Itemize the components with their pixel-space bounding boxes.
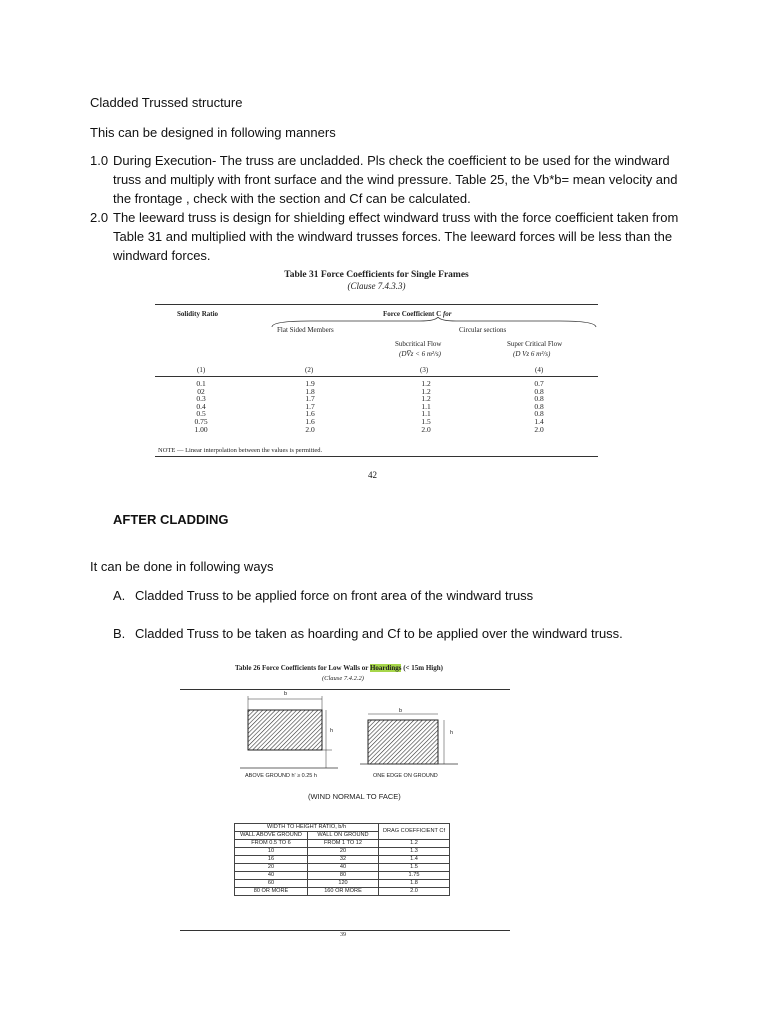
- head-ratio: WIDTH TO HEIGHT RATIO, b/h: [235, 824, 379, 832]
- option-text: Cladded Truss to be taken as hoarding and Cf to be applied over the windward truss.: [135, 626, 623, 641]
- label-above-ground: ABOVE GROUND h' ≥ 0.25 h: [245, 773, 317, 779]
- subcritical-values: 1.2 1.2 1.2 1.1 1.1 1.5 2.0: [421, 379, 431, 434]
- option-letter: B.: [113, 626, 126, 641]
- solidity-values: 0.1 02 0.3 0.4 0.5 0.75 1.00: [194, 379, 208, 434]
- head-on-ground: WALL ON GROUND: [308, 832, 379, 840]
- header-solidity: Solidity Ratio: [177, 310, 219, 318]
- option-b: [113, 624, 623, 643]
- option-text: Cladded Truss to be applied force on front area of the windward truss: [135, 588, 534, 603]
- col-num-3: (3): [420, 366, 429, 374]
- table-31: [155, 270, 598, 460]
- option-a: [113, 586, 534, 605]
- table-row: 20 40 1.5: [235, 864, 450, 872]
- col-num-1: (1): [197, 366, 206, 374]
- col-num-2: (2): [305, 366, 314, 374]
- header-subcritical: Subcritical Flow: [395, 340, 442, 348]
- table-row: FROM 0.5 TO 6 FROM 1 TO 12 1.2: [235, 840, 450, 848]
- head-above-ground: WALL ABOVE GROUND: [235, 832, 308, 840]
- header-supercritical: Super Critical Flow: [507, 340, 563, 348]
- table-row: 60 120 1.8: [235, 880, 450, 888]
- col-num-4: (4): [535, 366, 544, 374]
- section-title: Cladded Trussed structure: [90, 95, 243, 110]
- list-text: During Execution- The truss are uncladded. Pls check the coefficient to be used for the windward truss and multiply with front surface and the wind pressure. Table 25, the Vb*b= mean velocity and the frontage , check with the section and Cf can be calculated.: [113, 153, 678, 206]
- list-item-2: [90, 208, 690, 265]
- list-item-1: [90, 151, 690, 208]
- dimension-h-right: h: [450, 730, 454, 736]
- table-31-note: NOTE — Linear interpolation between the values is permitted.: [158, 447, 323, 454]
- hoarding-diagrams: [240, 690, 480, 780]
- table-26-caption: Table 26 Force Coefficients for Low Walls or Hoardings (< 15m High): [235, 664, 443, 672]
- header-supercritical-condition: (D Vz 6 m²/s): [513, 350, 551, 358]
- flat-sided-values: 1.9 1.8 1.7 1.7 1.6 1.6 2.0: [305, 379, 315, 434]
- supercritical-values: 0.7 0.8 0.8 0.8 0.8 1.4 2.0: [534, 379, 544, 434]
- intro-lead: This can be designed in following manners: [90, 125, 336, 140]
- header-circular: Circular sections: [459, 326, 507, 334]
- list-text: The leeward truss is design for shielding effect windward truss with the force coefficient taken from Table 31 and multiplied with the windward trusses forces. The leeward forces will be less than the windward forces.: [113, 210, 679, 263]
- highlight-hoardings: Hoardings: [369, 664, 402, 672]
- drag-coefficient-table: [234, 823, 450, 896]
- table-row: 16 32 1.4: [235, 856, 450, 864]
- table-26-clause: (Clause 7.4.2.2): [322, 675, 364, 682]
- head-drag: DRAG COEFFICIENT Cf: [379, 824, 450, 840]
- option-letter: A.: [113, 588, 126, 603]
- table-26: [180, 660, 510, 938]
- table-31-clause: (Clause 7.4.3.3): [347, 281, 406, 291]
- table-row: 80 OR MORE 160 OR MORE 2.0: [235, 888, 450, 896]
- header-force-coefficient: Force Coefficient C for: [383, 310, 452, 318]
- table-31-caption: Table 31 Force Coefficients for Single Frames: [284, 270, 469, 280]
- dimension-b-right: b: [399, 708, 403, 714]
- label-one-edge: ONE EDGE ON GROUND: [373, 773, 438, 779]
- dimension-b-left: b: [284, 691, 288, 697]
- table-row: 40 80 1.75: [235, 872, 450, 880]
- after-cladding-heading: AFTER CLADDING: [113, 512, 229, 527]
- page-number-42: 42: [368, 470, 377, 480]
- table-row: 10 20 1.3: [235, 848, 450, 856]
- page-number-39: 39: [340, 932, 346, 938]
- header-flat-sided: Flat Sided Members: [277, 326, 334, 334]
- wind-normal-label: (WIND NORMAL TO FACE): [308, 792, 401, 801]
- dimension-h-left: h: [330, 728, 334, 734]
- list-number: 2.0: [90, 210, 109, 225]
- header-subcritical-condition: (DV̅z < 6 m²/s): [399, 350, 442, 358]
- list-number: 1.0: [90, 153, 109, 168]
- after-cladding-lead: It can be done in following ways: [90, 559, 274, 574]
